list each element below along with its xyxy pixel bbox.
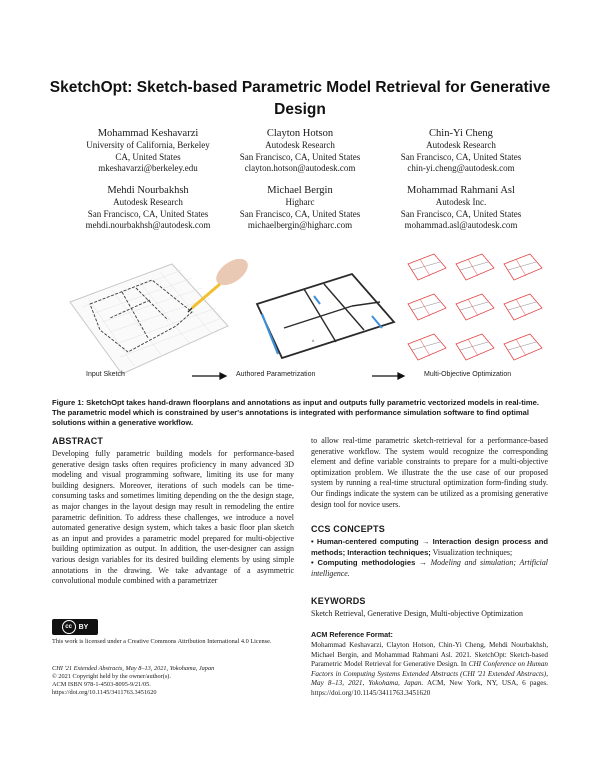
author-affiliation: Autodesk Research [426, 140, 496, 150]
variant-grid [408, 254, 542, 360]
author-affiliation: Autodesk Research [113, 197, 183, 207]
variant-thumbnail [408, 254, 446, 280]
input-sketch-panel [70, 253, 252, 374]
author-block [371, 127, 551, 175]
author-name: Chin-Yi Cheng [429, 128, 493, 139]
ccs-heading: CCS CONCEPTS [311, 524, 385, 534]
author-location: San Francisco, CA, United States [87, 208, 209, 219]
author-affiliation: University of California, Berkeley [86, 140, 210, 150]
keywords-text: Sketch Retrieval, Generative Design, Multi-objective Optimization [311, 609, 523, 618]
author-affiliation: Higharc [285, 197, 315, 207]
author-name: Mohammad Keshavarzi [97, 128, 199, 139]
teaser-figure [52, 242, 548, 388]
author-name: Michael Bergin [267, 185, 333, 196]
author-block [210, 127, 390, 175]
variant-thumbnail [456, 254, 494, 280]
author-name: Mohammad Rahmani Asl [407, 185, 515, 196]
keywords-heading: KEYWORDS [311, 596, 366, 606]
doi-line: https://doi.org/10.1145/3411763.3451620 [52, 689, 157, 696]
reference-venue: CHI Conference on Human Factors in Computing Systems Extended Abstracts (CHI '21 Extended Abstracts), May 8–13, 2021, Yokohama, Japan. [311, 660, 549, 688]
author-location: San Francisco, CA, United States [400, 208, 522, 219]
figure-label-parametrization: Authored Parametrization [236, 371, 316, 378]
author-name: Clayton Hotson [266, 128, 334, 139]
reference-authors: Mohammad Keshavarzi, Clayton Hotson, Chin-Yi Cheng, Mehdi Nourbakhsh, Michael Bergin, and Mohammad Rahmani Asl. 2021. SketchOpt: Sketch-based Parametric Model Retrieval for Generative Design. In [311, 641, 548, 669]
conference-line: CHI '21 Extended Abstracts, May 8–13, 2021, Yokohama, Japan [52, 665, 215, 672]
reference-tail: ACM, New York, NY, USA, 6 pages. https://doi.org/10.1145/3411763.3451620 [311, 679, 548, 697]
svg-text:#: # [312, 338, 315, 343]
author-block [371, 184, 551, 232]
author-email: mehdi.nourbakhsh@autodesk.com [85, 220, 211, 230]
variant-thumbnail [456, 294, 494, 320]
abstract-heading: ABSTRACT [52, 436, 104, 446]
author-location: CA, United States [115, 151, 181, 162]
author-email: mohammad.asl@autodesk.com [404, 220, 518, 230]
ccs-item1-bold: • Human-centered computing → Interaction design process and methods; Interaction techniques; [311, 537, 548, 557]
ccs-concepts [311, 537, 548, 579]
author-email: michaelbergin@higharc.com [247, 220, 353, 230]
variant-thumbnail [408, 294, 446, 320]
variant-thumbnail [456, 334, 494, 360]
author-location: San Francisco, CA, United States [239, 208, 361, 219]
variant-thumbnail [504, 254, 542, 280]
variant-thumbnail [504, 334, 542, 360]
copyright-line: © 2021 Copyright held by the owner/author(s). [52, 673, 171, 680]
cc-icon: cc [62, 620, 76, 634]
isbn-line: ACM ISBN 978-1-4503-8095-9/21/05. [52, 681, 151, 688]
figure-label-optimization: Multi-Objective Optimization [424, 371, 512, 378]
author-location: San Francisco, CA, United States [400, 151, 522, 162]
acm-reference-text [311, 641, 548, 699]
cc-license-badge [52, 619, 98, 635]
optimization-panel [408, 254, 542, 360]
author-affiliation: Autodesk Research [265, 140, 335, 150]
ccs-item1-rest: Visualization techniques; [430, 547, 513, 557]
author-email: chin-yi.cheng@autodesk.com [407, 163, 515, 173]
author-email: clayton.hotson@autodesk.com [244, 163, 356, 173]
license-text: This work is licensed under a Creative Commons Attribution International 4.0 License. [52, 638, 272, 645]
variant-thumbnail [408, 334, 446, 360]
author-affiliation: Autodesk Inc. [435, 197, 487, 207]
ccs-item2-bold: • Computing methodologies [311, 558, 416, 568]
figure-caption: Figure 1: SketchOpt takes hand-drawn floorplans and annotations as input and outputs fully parametric vectorized models in real-time. The parametric model which is constrained by user's annotations is integrated with performance simulation software to find optimal solutions within a generative workflow. [52, 398, 539, 427]
author-name: Mehdi Nourbakhsh [107, 185, 189, 196]
by-icon: BY [78, 623, 89, 631]
acm-reference-heading: ACM Reference Format: [311, 630, 393, 639]
ccs-item2-rest: → Modeling and simulation; Artificial intelligence. [311, 558, 548, 578]
author-email: mkeshavarzi@berkeley.edu [98, 163, 198, 173]
paper-title: SketchOpt: Sketch-based Parametric Model Retrieval for Generative Design [49, 79, 551, 118]
figure-label-input: Input Sketch [86, 371, 125, 378]
variant-thumbnail [504, 294, 542, 320]
abstract-text: Developing fully parametric building models for performance-based generative design tasks often requires proficiency in many advanced 3D modeling and visual programming software, limiting its use for many building designers. Moreover, iterations of such models can be time-consuming tasks and sometimes limiting depending on the the design stage, as major changes in the layout design may result in remodeling the entire parametric definition. To address these challenges, we introduce a novel automated generative design system, which takes a basic floor plan sketch as an input and provides a parametric model prepared for multi-objective building optimization as output. In addition, the user-designer can assign various design variables for its desired building elements by using simple annotations in the drawing. We take advantage of a asymmetric convolutional module combined with a parametrizer [52, 449, 294, 586]
parametrization-panel [257, 274, 394, 358]
author-block [210, 184, 390, 232]
author-location: San Francisco, CA, United States [239, 151, 361, 162]
abstract-continuation: to allow real-time parametric sketch-retrieval for a performance-based generative workflow. The system would recognize the corresponding element and define variable constraints to prepare for a multi-objective optimization problem. We illustrate the the use case of our proposed system by running a real-time structural optimization form-finding study. Our findings indicate the system can be utilized as a promising generative design tool for novice users. [311, 436, 548, 509]
